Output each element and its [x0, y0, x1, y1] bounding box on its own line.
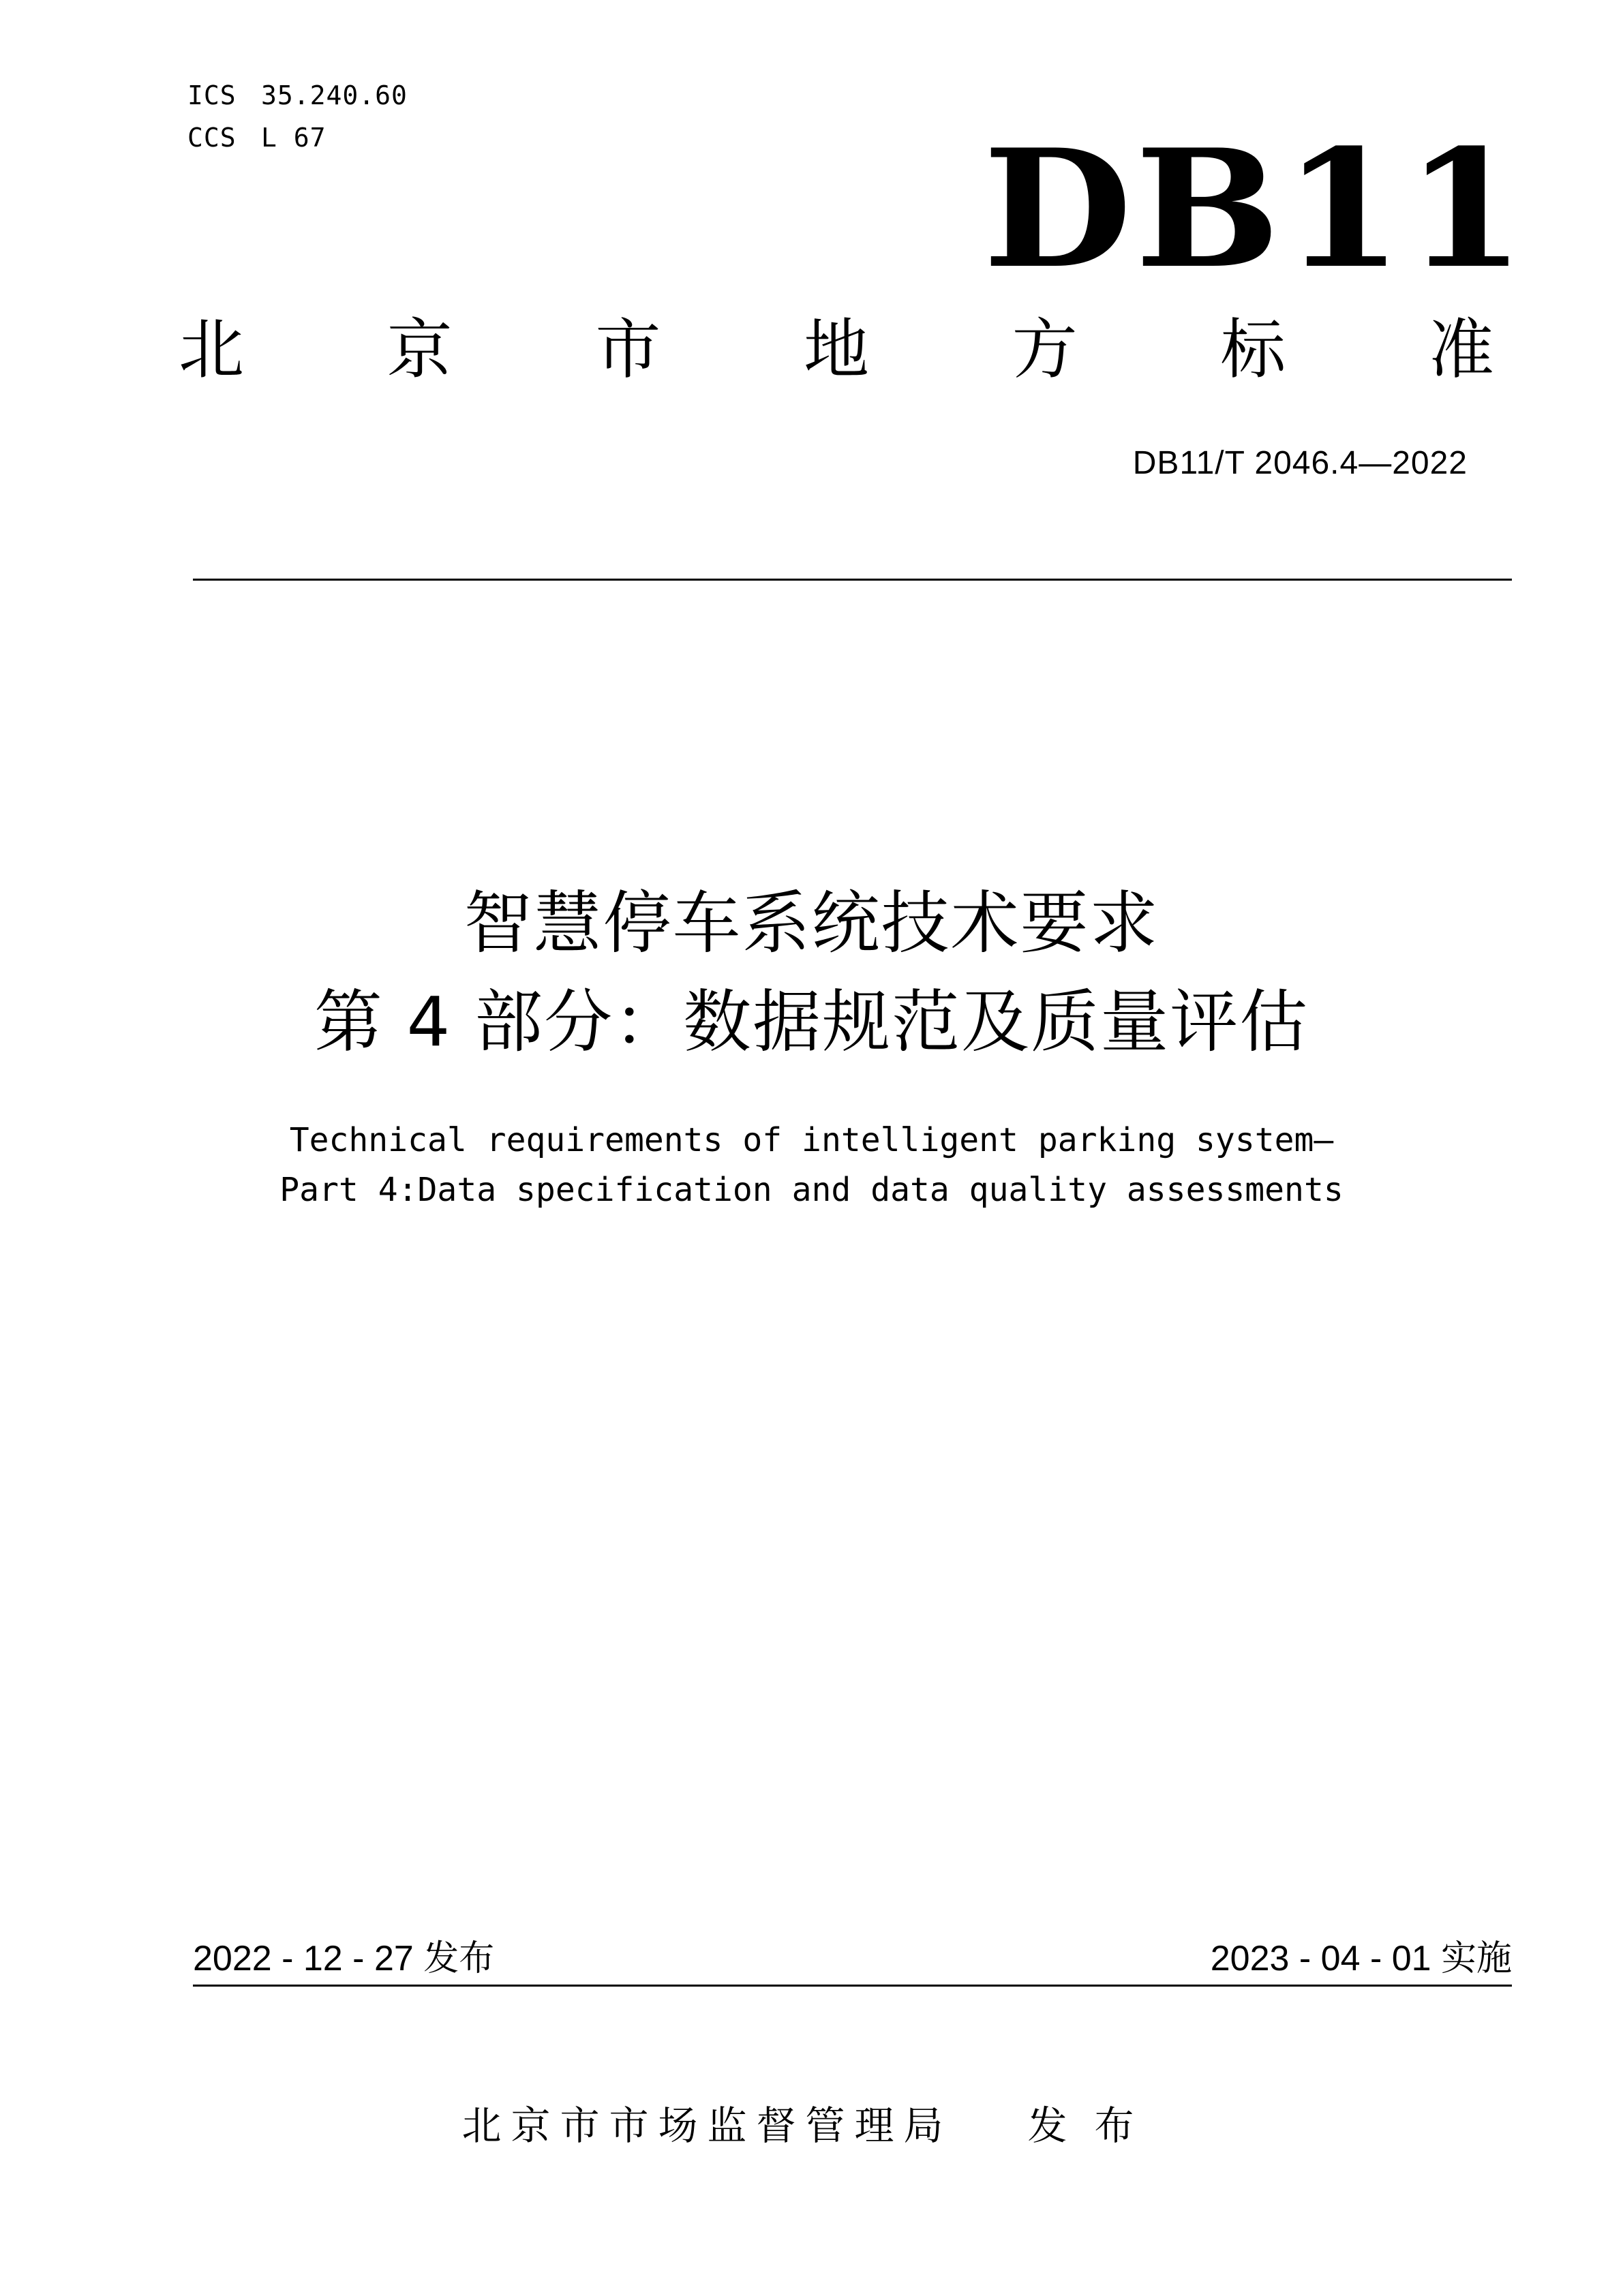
standard-type-char: 准 — [1428, 311, 1494, 388]
issue-date: 2022 - 12 - 27 发布 — [193, 1939, 495, 1978]
standard-type-char: 方 — [1012, 311, 1078, 388]
db11-logo: DB11 — [983, 114, 1529, 305]
implementation-date: 2023 - 04 - 01 实施 — [1210, 1939, 1512, 1978]
ccs-value: L 67 — [261, 123, 327, 153]
issuer-line — [0, 2102, 1623, 2149]
issuer-name: 北京市市场监督管理局 — [461, 2102, 953, 2149]
standard-type-char: 北 — [179, 311, 244, 388]
ics-label: ICS — [187, 80, 237, 110]
english-title-line-2: Part 4:Data specification and data quality assessments — [279, 1171, 1344, 1209]
top-divider — [193, 579, 1512, 581]
standard-type-heading — [179, 312, 1494, 387]
ccs-label: CCS — [187, 123, 237, 153]
ics-code — [187, 79, 408, 112]
ccs-code — [187, 121, 327, 154]
bottom-divider — [193, 1985, 1512, 1987]
standard-type-char: 标 — [1220, 311, 1286, 388]
standard-type-char: 市 — [595, 311, 661, 388]
standard-type-char: 地 — [803, 311, 869, 388]
issuer-action: 发布 — [1027, 2102, 1162, 2149]
standard-number: DB11/T 2046.4—2022 — [1132, 445, 1468, 481]
chinese-title-line-1: 智慧停车系统技术要求 — [464, 883, 1159, 963]
ics-value: 35.240.60 — [261, 80, 408, 110]
chinese-title-line-2: 第 4 部分：数据规范及质量评估 — [314, 982, 1309, 1062]
english-title-line-1: Technical requirements of intelligent parking system— — [289, 1121, 1334, 1159]
standard-type-char: 京 — [386, 311, 453, 388]
